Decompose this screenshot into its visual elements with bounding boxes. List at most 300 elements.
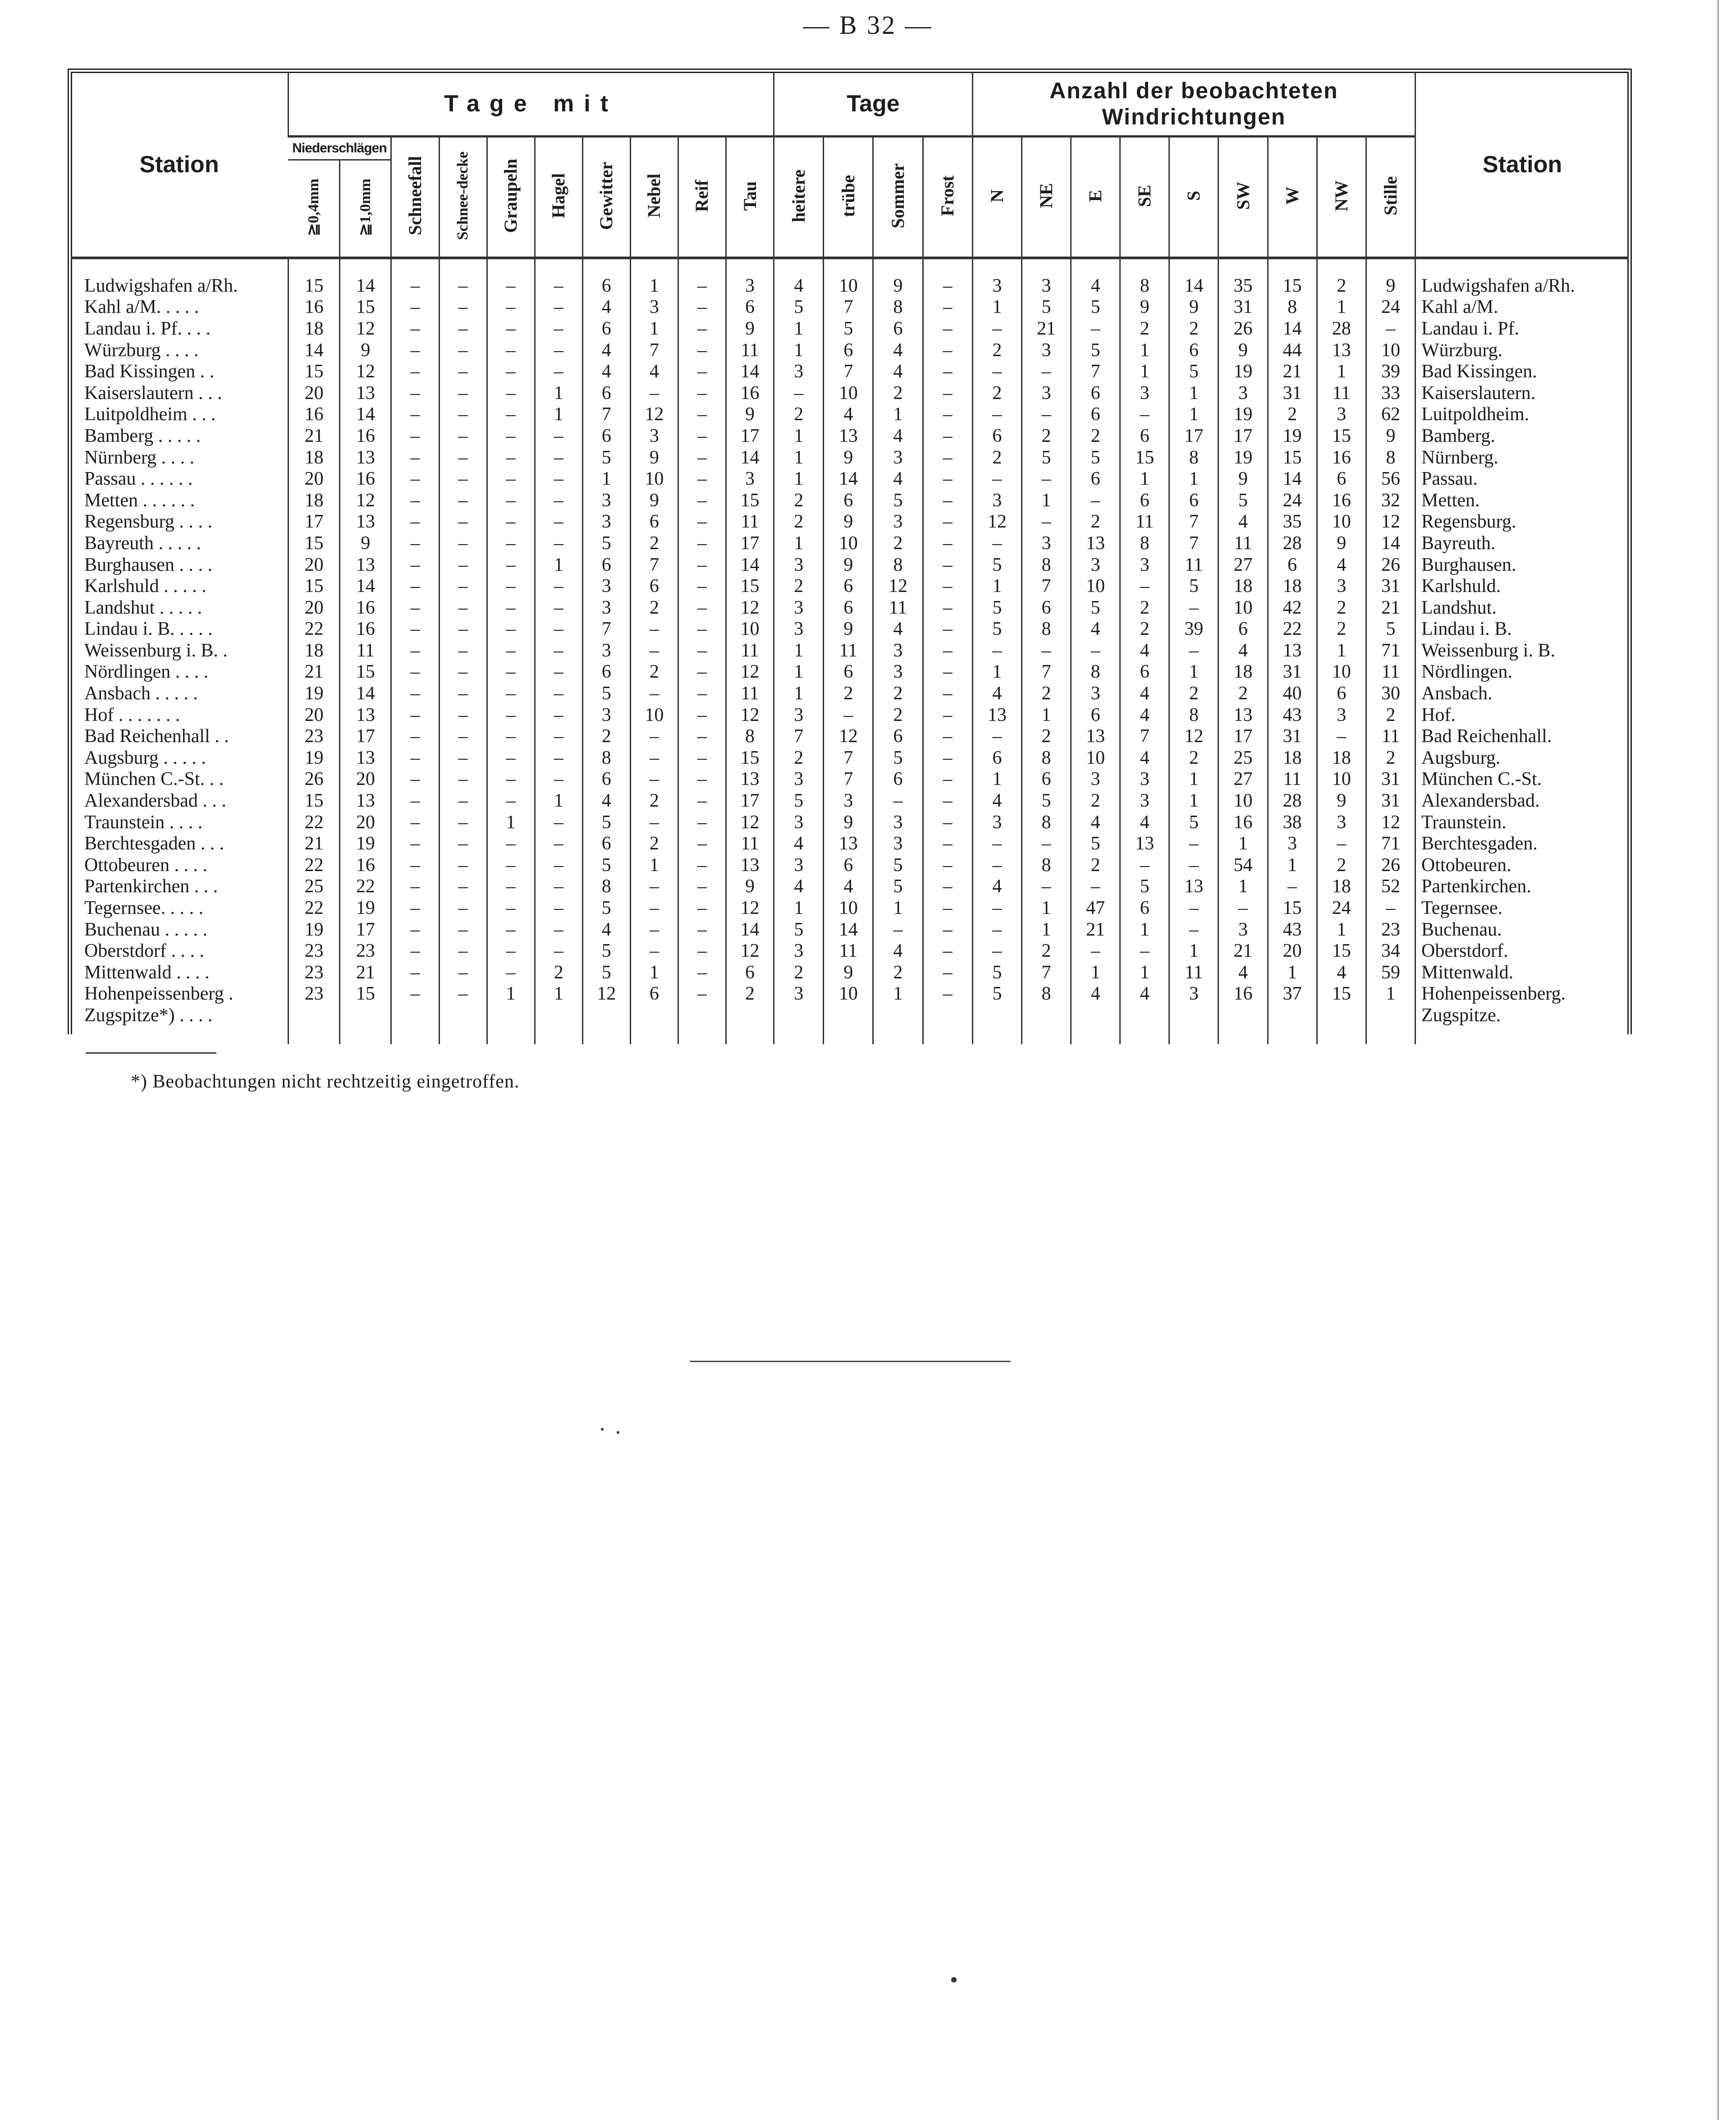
table-cell: –	[391, 404, 439, 426]
station-name: Kaiserslautern . . .	[84, 382, 222, 404]
table-cell: 15	[1317, 983, 1366, 1005]
table-cell: 2	[873, 382, 923, 404]
table-cell: –	[439, 640, 487, 661]
table-cell: 4	[1317, 554, 1366, 576]
table-cell: 22	[1268, 619, 1317, 640]
table-cell: 9	[726, 404, 774, 426]
spacer-cell	[582, 258, 630, 275]
station-name-right: Partenkirchen.	[1415, 876, 1629, 898]
table-row	[71, 382, 1629, 404]
table-cell: 4	[972, 876, 1021, 898]
table-cell: 15	[340, 297, 391, 318]
table-cell: 13	[1169, 876, 1218, 898]
station-name-right: Metten.	[1415, 490, 1629, 511]
col-frost: Frost	[923, 136, 972, 258]
station-name: Lindau i. B. . . . .	[84, 619, 213, 640]
table-cell: –	[439, 747, 487, 769]
table-cell: –	[678, 447, 726, 468]
table-cell: 2	[1169, 318, 1218, 340]
table-cell: 6	[582, 425, 630, 447]
station-name-right: Lindau i. B.	[1415, 619, 1629, 640]
table-cell: 20	[288, 597, 339, 619]
table-cell: 16	[1218, 812, 1268, 833]
table-cell: –	[873, 919, 923, 941]
table-cell: –	[1071, 876, 1120, 898]
table-cell: 15	[1268, 447, 1317, 468]
table-cell: –	[391, 382, 439, 404]
table-cell: –	[678, 640, 726, 661]
table-cell: 8	[1169, 704, 1218, 726]
table-cell: 14	[824, 468, 873, 490]
col-wind-se: SE	[1120, 136, 1169, 258]
filler-cell	[774, 1026, 824, 1044]
table-cell: 42	[1268, 597, 1317, 619]
table-cell: 28	[1268, 532, 1317, 554]
table-cell: 12	[1366, 812, 1415, 833]
table-cell: 8	[873, 554, 923, 576]
table-row	[71, 318, 1629, 340]
station-name-right: Ansbach.	[1415, 683, 1629, 704]
table-cell: 2	[1021, 725, 1071, 747]
table-cell: 4	[1120, 983, 1169, 1005]
station-name: Bayreuth . . . . .	[84, 532, 201, 554]
table-cell: 5	[1021, 447, 1071, 468]
table-cell: –	[391, 940, 439, 962]
table-cell: 17	[1218, 725, 1268, 747]
table-cell: –	[391, 340, 439, 361]
table-cell: –	[391, 490, 439, 511]
col-wind-e: E	[1071, 136, 1120, 258]
table-cell: –	[391, 554, 439, 576]
station-name: München C.-St. . .	[84, 769, 224, 790]
table-cell: –	[923, 468, 972, 490]
table-cell: 19	[1218, 404, 1268, 426]
table-cell: –	[923, 619, 972, 640]
table-cell: 10	[630, 468, 678, 490]
station-name: Partenkirchen . . .	[84, 876, 218, 897]
table-cell: –	[678, 575, 726, 597]
table-cell: 14	[726, 919, 774, 941]
table-cell: 5	[972, 983, 1021, 1005]
table-cell: 1	[535, 983, 582, 1005]
table-cell: –	[923, 404, 972, 426]
table-cell: –	[439, 940, 487, 962]
table-cell: –	[678, 747, 726, 769]
table-cell: –	[923, 769, 972, 790]
table-cell: –	[1071, 318, 1120, 340]
table-cell: 1	[972, 297, 1021, 318]
table-cell: 7	[824, 361, 873, 382]
table-cell: 2	[535, 962, 582, 983]
table-cell: 22	[340, 876, 391, 898]
table-cell: –	[1021, 876, 1071, 898]
table-cell	[1071, 1005, 1120, 1026]
table-row	[71, 897, 1629, 919]
table-cell: –	[923, 790, 972, 812]
spacer-cell	[923, 258, 972, 275]
table-cell: 22	[288, 897, 339, 919]
table-cell: 3	[1218, 382, 1268, 404]
spacer-cell	[824, 258, 873, 275]
table-cell	[873, 1005, 923, 1026]
table-cell: 3	[774, 619, 824, 640]
table-cell: –	[678, 962, 726, 983]
table-cell: 14	[1268, 468, 1317, 490]
table-cell: 21	[288, 661, 339, 683]
table-cell: –	[487, 597, 535, 619]
table-cell: –	[630, 747, 678, 769]
table-cell: 1	[972, 661, 1021, 683]
table-cell: 6	[1021, 769, 1071, 790]
table-cell: –	[678, 554, 726, 576]
col-hagel: Hagel	[535, 136, 582, 258]
table-cell: 10	[1071, 575, 1120, 597]
table-cell: –	[535, 661, 582, 683]
table-cell: –	[487, 404, 535, 426]
table-cell: 18	[1317, 747, 1366, 769]
table-cell: –	[439, 876, 487, 898]
table-cell: –	[535, 897, 582, 919]
table-cell: 14	[340, 575, 391, 597]
table-cell: –	[923, 490, 972, 511]
table-row	[71, 404, 1629, 426]
table-cell: 9	[1218, 340, 1268, 361]
table-cell: –	[1169, 919, 1218, 941]
table-cell: –	[923, 297, 972, 318]
table-cell: 10	[1317, 769, 1366, 790]
table-cell: 62	[1366, 404, 1415, 426]
table-cell: 12	[1366, 511, 1415, 533]
table-cell	[1268, 1005, 1317, 1026]
table-cell: 4	[774, 275, 824, 297]
table-cell	[923, 1005, 972, 1026]
table-cell: –	[439, 425, 487, 447]
table-cell: –	[439, 447, 487, 468]
table-cell: 1	[1317, 919, 1366, 941]
table-cell	[678, 1005, 726, 1026]
table-cell: 16	[340, 597, 391, 619]
table-cell: 14	[340, 404, 391, 426]
table-cell: 11	[1169, 554, 1218, 576]
table-cell: 1	[535, 382, 582, 404]
table-cell: 3	[582, 575, 630, 597]
table-cell: –	[1169, 897, 1218, 919]
station-name: Luitpoldheim . . .	[84, 404, 216, 425]
table-cell: 13	[726, 769, 774, 790]
table-cell: 35	[1268, 511, 1317, 533]
table-cell: –	[1317, 833, 1366, 854]
table-cell: 2	[726, 983, 774, 1005]
table-cell: –	[391, 297, 439, 318]
table-cell: 17	[1218, 425, 1268, 447]
table-cell: 21	[1021, 318, 1071, 340]
table-cell: 5	[972, 597, 1021, 619]
table-cell: 6	[873, 318, 923, 340]
station-name: Zugspitze*) . . . .	[84, 1005, 213, 1026]
col-precip-10: ≧1,0mm	[340, 160, 391, 258]
table-cell: 12	[340, 490, 391, 511]
table-cell: –	[487, 275, 535, 297]
table-cell: 3	[1169, 983, 1218, 1005]
table-cell: 14	[726, 554, 774, 576]
table-cell: 8	[1120, 532, 1169, 554]
table-cell: –	[391, 769, 439, 790]
table-cell: –	[678, 532, 726, 554]
table-row	[71, 554, 1629, 576]
station-name-right: Tegernsee.	[1415, 897, 1629, 919]
table-cell: 9	[824, 962, 873, 983]
table-cell: 5	[582, 812, 630, 833]
table-cell: 8	[873, 297, 923, 318]
table-cell: 13	[1218, 704, 1268, 726]
station-name-right: München C.-St.	[1415, 769, 1629, 790]
table-cell: –	[972, 725, 1021, 747]
table-cell: –	[678, 683, 726, 704]
table-row	[71, 468, 1629, 490]
table-cell: 6	[1120, 490, 1169, 511]
table-cell: 18	[288, 447, 339, 468]
table-cell: –	[439, 554, 487, 576]
filler-cell	[1366, 1026, 1415, 1044]
table-cell: –	[678, 983, 726, 1005]
table-cell: –	[678, 297, 726, 318]
table-cell: –	[630, 919, 678, 941]
table-cell: –	[391, 447, 439, 468]
table-cell: 31	[1366, 769, 1415, 790]
table-row	[71, 511, 1629, 533]
table-cell: –	[678, 404, 726, 426]
table-cell: 6	[1120, 425, 1169, 447]
table-row	[71, 275, 1629, 297]
table-cell: 21	[288, 425, 339, 447]
table-cell: 7	[630, 554, 678, 576]
table-cell: 2	[873, 962, 923, 983]
table-cell: 1	[774, 340, 824, 361]
table-cell: –	[391, 919, 439, 941]
table-cell: 6	[1120, 661, 1169, 683]
table-cell: 18	[1268, 747, 1317, 769]
table-cell: 15	[1317, 425, 1366, 447]
table-cell: 16	[726, 382, 774, 404]
center-divider	[690, 1361, 1011, 1362]
table-cell: 5	[1366, 619, 1415, 640]
table-cell: 15	[1317, 940, 1366, 962]
filler-cell	[923, 1026, 972, 1044]
spacer-cell	[1415, 258, 1629, 275]
table-cell: 10	[824, 983, 873, 1005]
table-cell: 19	[288, 747, 339, 769]
table-cell: 5	[582, 962, 630, 983]
table-cell: –	[535, 340, 582, 361]
filler-cell	[824, 1026, 873, 1044]
table-cell: 11	[1366, 725, 1415, 747]
table-cell: –	[678, 790, 726, 812]
table-cell: 6	[1317, 468, 1366, 490]
table-cell: –	[972, 532, 1021, 554]
table-cell: 1	[1120, 340, 1169, 361]
table-cell: –	[1021, 468, 1071, 490]
table-cell: 5	[1071, 597, 1120, 619]
table-row	[71, 661, 1629, 683]
table-cell: 13	[340, 382, 391, 404]
table-cell: 13	[340, 554, 391, 576]
table-cell: –	[535, 725, 582, 747]
table-cell: 3	[1071, 683, 1120, 704]
table-cell: 13	[972, 704, 1021, 726]
table-cell: –	[923, 511, 972, 533]
table-cell: 8	[726, 725, 774, 747]
table-row	[71, 812, 1629, 833]
table-cell: 4	[1317, 962, 1366, 983]
col-stille: Stille	[1366, 136, 1415, 258]
table-cell: 20	[288, 554, 339, 576]
table-row	[71, 854, 1629, 876]
table-cell: 1	[1317, 361, 1366, 382]
table-cell: 10	[824, 275, 873, 297]
table-cell: –	[391, 318, 439, 340]
table-cell: –	[923, 897, 972, 919]
table-cell: 28	[1317, 318, 1366, 340]
table-cell: 9	[1317, 790, 1366, 812]
table-cell: –	[923, 854, 972, 876]
table-cell: 2	[630, 833, 678, 854]
spacer-cell	[71, 258, 288, 275]
filler-cell	[1317, 1026, 1366, 1044]
ink-speck	[951, 1977, 957, 1982]
col-heitere: heitere	[774, 136, 824, 258]
table-cell: 10	[1218, 790, 1268, 812]
table-row	[71, 790, 1629, 812]
table-cell: 5	[1021, 790, 1071, 812]
table-cell: 7	[582, 619, 630, 640]
table-cell: 2	[873, 704, 923, 726]
table-cell: 6	[1268, 554, 1317, 576]
table-cell: 31	[1366, 575, 1415, 597]
table-cell: 8	[1021, 554, 1071, 576]
table-cell: –	[972, 361, 1021, 382]
table-cell: 1	[972, 769, 1021, 790]
table-cell: –	[1169, 640, 1218, 661]
table-cell: 12	[1169, 725, 1218, 747]
table-cell: 12	[726, 940, 774, 962]
table-cell: 14	[340, 683, 391, 704]
filler-cell	[726, 1026, 774, 1044]
table-cell: –	[1366, 318, 1415, 340]
table-cell	[1169, 1005, 1218, 1026]
table-cell: 6	[1169, 340, 1218, 361]
table-cell: 11	[1218, 532, 1268, 554]
table-cell: –	[439, 854, 487, 876]
table-cell: 5	[972, 554, 1021, 576]
table-cell: –	[630, 940, 678, 962]
table-cell: 19	[288, 919, 339, 941]
col-wind-w: W	[1268, 136, 1317, 258]
table-cell: 1	[1021, 704, 1071, 726]
table-cell: –	[972, 919, 1021, 941]
spacer-cell	[1021, 258, 1071, 275]
table-cell: –	[487, 725, 535, 747]
table-cell: –	[535, 297, 582, 318]
station-name-right: Bamberg.	[1415, 425, 1629, 447]
table-cell: 4	[582, 297, 630, 318]
table-cell	[774, 1005, 824, 1026]
table-cell: 13	[1317, 340, 1366, 361]
table-cell: –	[923, 640, 972, 661]
table-cell: 17	[340, 725, 391, 747]
table-cell: 1	[1169, 790, 1218, 812]
table-cell	[535, 1005, 582, 1026]
table-cell: 2	[1317, 275, 1366, 297]
table-cell: 3	[1268, 833, 1317, 854]
table-cell: 23	[288, 983, 339, 1005]
station-name-right: Zugspitze.	[1415, 1005, 1629, 1026]
table-cell: 6	[873, 725, 923, 747]
table-cell: 6	[824, 854, 873, 876]
table-cell: 2	[972, 447, 1021, 468]
table-cell: 31	[1268, 725, 1317, 747]
table-cell: 1	[873, 983, 923, 1005]
table-cell: –	[1021, 511, 1071, 533]
table-cell: 15	[288, 361, 339, 382]
table-cell: –	[630, 725, 678, 747]
table-cell: 1	[535, 790, 582, 812]
table-cell: 6	[582, 318, 630, 340]
table-cell: –	[487, 340, 535, 361]
table-cell: 10	[1366, 340, 1415, 361]
table-cell: 26	[1218, 318, 1268, 340]
spacer-cell	[1071, 258, 1120, 275]
table-cell: –	[678, 919, 726, 941]
table-cell: –	[678, 812, 726, 833]
station-name: Nördlingen . . . .	[84, 661, 209, 683]
table-cell: –	[439, 683, 487, 704]
station-name: Ottobeuren . . . .	[84, 854, 207, 876]
table-cell: 5	[824, 318, 873, 340]
table-cell: 12	[824, 725, 873, 747]
table-cell: 23	[288, 725, 339, 747]
table-cell: 3	[1021, 340, 1071, 361]
table-cell: –	[535, 876, 582, 898]
filler-cell	[972, 1026, 1021, 1044]
table-cell: –	[630, 769, 678, 790]
table-cell: 16	[340, 425, 391, 447]
table-row	[71, 532, 1629, 554]
table-cell: 3	[774, 704, 824, 726]
table-cell: 6	[582, 275, 630, 297]
table-cell: –	[439, 897, 487, 919]
table-cell: –	[391, 597, 439, 619]
table-cell: 6	[630, 575, 678, 597]
table-cell: 30	[1366, 683, 1415, 704]
spacer-cell	[1366, 258, 1415, 275]
station-name: Karlshuld . . . . .	[84, 576, 206, 597]
station-name: Bamberg . . . . .	[84, 425, 201, 446]
table-cell: 6	[582, 554, 630, 576]
table-cell: –	[1169, 597, 1218, 619]
spacer-cell	[972, 258, 1021, 275]
table-cell: –	[487, 361, 535, 382]
table-cell: 10	[630, 704, 678, 726]
table-cell: 1	[630, 854, 678, 876]
table-cell: 1	[873, 897, 923, 919]
table-cell: 9	[1169, 297, 1218, 318]
table-cell: 7	[774, 725, 824, 747]
table-cell: 4	[1071, 812, 1120, 833]
table-cell: 18	[1218, 661, 1268, 683]
table-cell: 9	[726, 876, 774, 898]
table-cell: –	[391, 640, 439, 661]
table-cell: 5	[1169, 361, 1218, 382]
